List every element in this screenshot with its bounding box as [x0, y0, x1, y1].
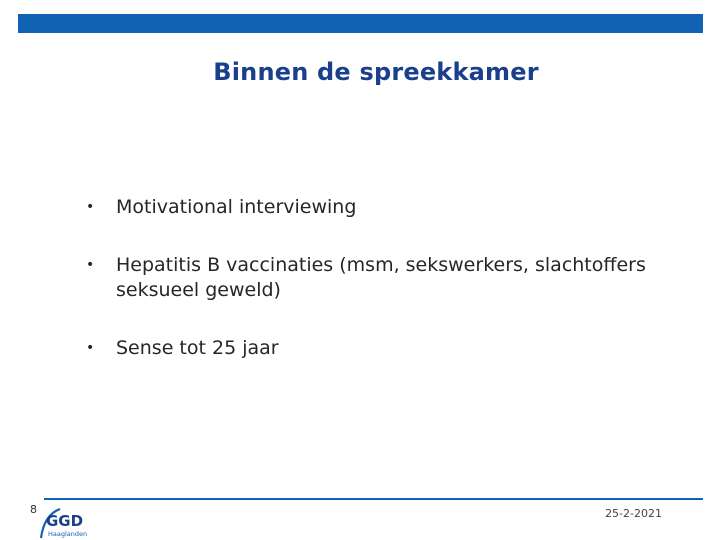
slide-number: 8: [30, 503, 37, 516]
bullet-text: Hepatitis B vaccinaties (msm, sekswerkers, slachtoffers seksueel geweld): [116, 254, 646, 301]
bullet-text: Sense tot 25 jaar: [116, 337, 279, 359]
bullet-item: [86, 336, 646, 361]
slide-date: 25-2-2021: [605, 507, 662, 520]
logo-text: GGD: [46, 512, 84, 530]
bullet-text: Motivational interviewing: [116, 196, 357, 218]
bullet-dot-icon: •: [86, 199, 95, 215]
bullet-list: [86, 195, 646, 361]
bullet-item: [86, 195, 646, 220]
bullet-dot-icon: •: [86, 340, 95, 356]
bullet-dot-icon: •: [86, 257, 95, 273]
header-bar: [18, 14, 703, 33]
footer-rule: [44, 498, 703, 500]
bullet-item: [86, 253, 646, 303]
logo-subtext: Haaglanden: [48, 530, 88, 538]
ggd-logo-icon: [38, 505, 98, 539]
slide-title: Binnen de spreekkamer: [213, 58, 539, 86]
